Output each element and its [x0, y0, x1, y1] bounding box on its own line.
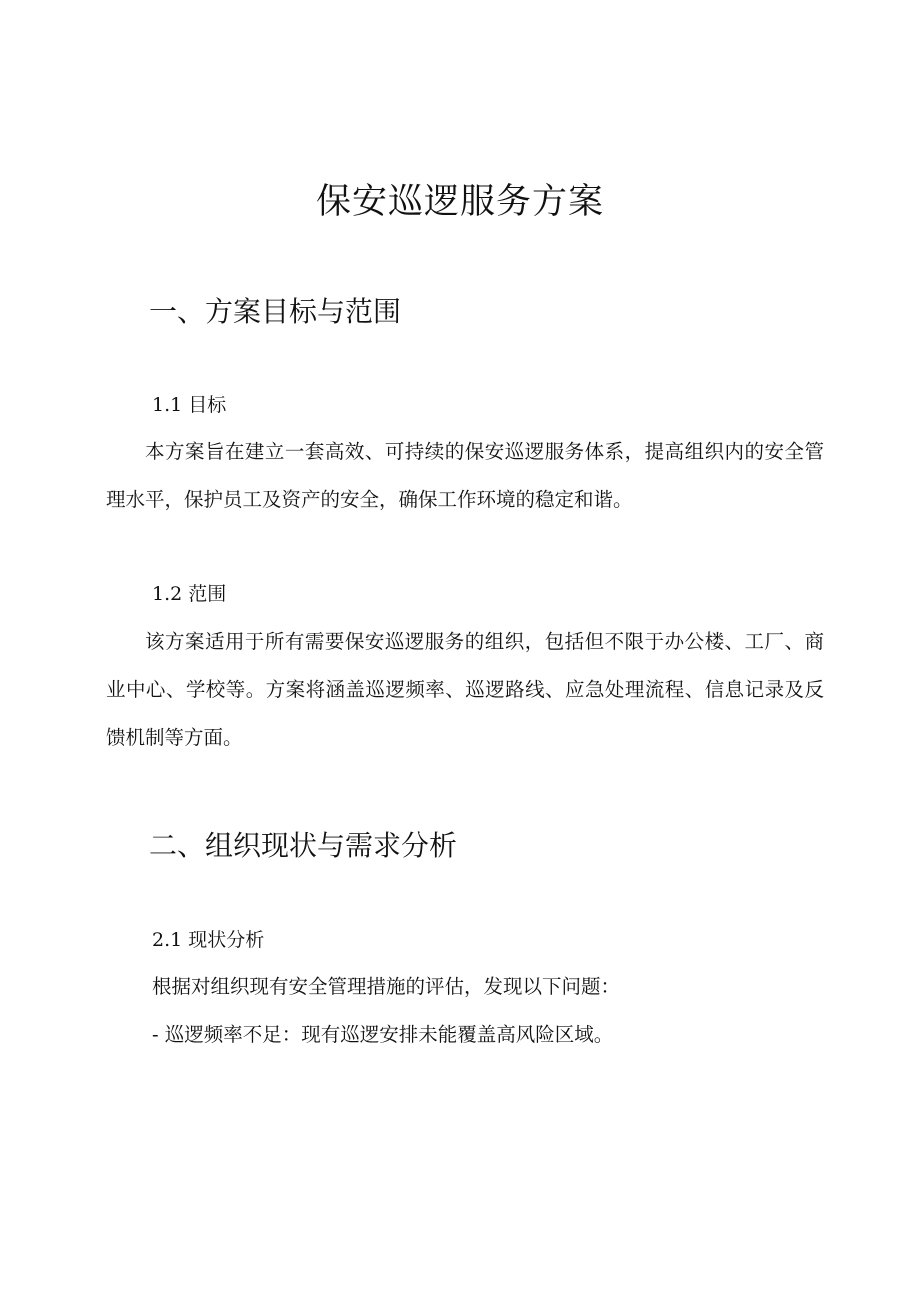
- subsection-heading-1-2: 1.2 范围: [152, 583, 227, 605]
- paragraph-2-1-line-1: 根据对组织现有安全管理措施的评估，发现以下问题：: [152, 975, 621, 998]
- section-heading-1: 一、方案目标与范围: [149, 295, 402, 328]
- subsection-heading-2-1: 2.1 现状分析: [152, 929, 265, 951]
- paragraph-1-1: 本方案旨在建立一套高效、可持续的保安巡逻服务体系，提高组织内的安全管理水平，保护员工及资产的安全，确保工作环境的稳定和谐。: [106, 440, 824, 511]
- subsection-heading-1-1: 1.1 目标: [152, 394, 227, 416]
- section-heading-2: 二、组织现状与需求分析: [149, 829, 458, 862]
- paragraph-1-2: 该方案适用于所有需要保安巡逻服务的组织，包括但不限于办公楼、工厂、商业中心、学校等。方案将涵盖巡逻频率、巡逻路线、应急处理流程、信息记录及反馈机制等方面。: [106, 630, 824, 749]
- document-title: 保安巡逻服务方案: [315, 182, 604, 222]
- bullet-item: - 巡逻频率不足：现有巡逻安排未能覆盖高风险区域。: [152, 1023, 614, 1046]
